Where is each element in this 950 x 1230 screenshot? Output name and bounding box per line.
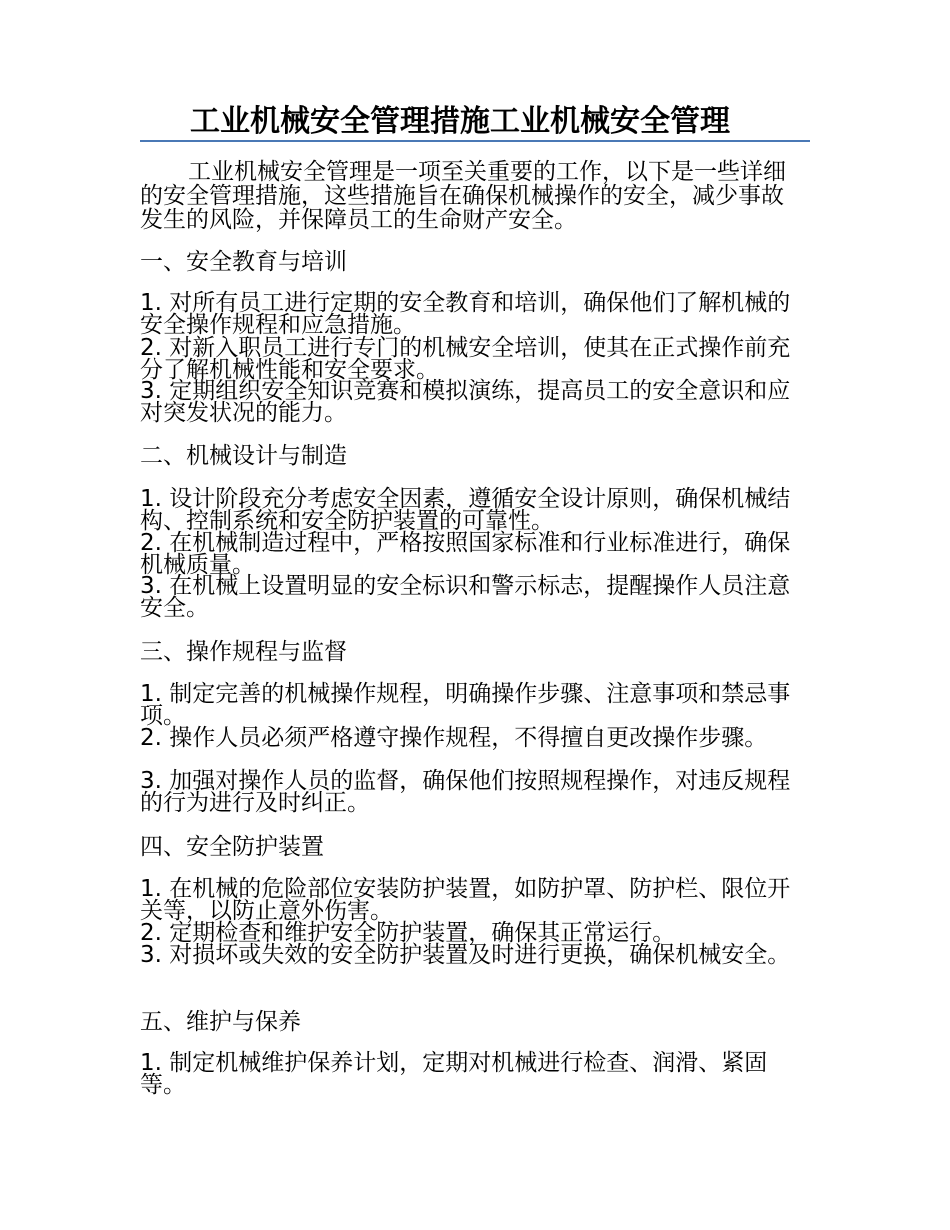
section-item: 3. 定期组织安全知识竞赛和模拟演练，提高员工的安全意识和应对突发状况的能力。 bbox=[140, 378, 791, 426]
section-heading: 二、机械设计与制造 bbox=[140, 443, 347, 469]
section-heading: 五、维护与保养 bbox=[140, 1009, 301, 1035]
section-item: 3. 在机械上设置明显的安全标识和警示标志，提醒操作人员注意安全。 bbox=[140, 573, 791, 621]
section-item: 1. 制定完善的机械操作规程，明确操作步骤、注意事项和禁忌事项。 bbox=[140, 681, 791, 729]
title-underline bbox=[140, 140, 810, 142]
title-block bbox=[140, 104, 810, 144]
section-item: 3. 对损坏或失效的安全防护装置及时进行更换，确保机械安全。 bbox=[140, 942, 791, 968]
section-heading: 一、安全教育与培训 bbox=[140, 249, 347, 275]
section-item: 1. 对所有员工进行定期的安全教育和培训，确保他们了解机械的安全操作规程和应急措施。 bbox=[140, 290, 791, 338]
section-item: 1. 制定机械维护保养计划，定期对机械进行检查、润滑、紧固等。 bbox=[140, 1050, 768, 1098]
page-title: 工业机械安全管理措施工业机械安全管理 bbox=[190, 104, 730, 139]
section-item: 3. 加强对操作人员的监督，确保他们按照规程操作，对违反规程的行为进行及时纠正。 bbox=[140, 768, 791, 816]
section-heading: 四、安全防护装置 bbox=[140, 834, 324, 860]
intro-paragraph: 工业机械安全管理是一项至关重要的工作，以下是一些详细的安全管理措施，这些措施旨在确保机械操作的安全，减少事故发生的风险，并保障员工的生命财产安全。 bbox=[140, 159, 786, 233]
section-item: 2. 定期检查和维护安全防护装置，确保其正常运行。 bbox=[140, 920, 676, 946]
section-item: 1. 设计阶段充分考虑安全因素，遵循安全设计原则，确保机械结构、控制系统和安全防护装置的可靠性。 bbox=[140, 486, 791, 534]
section-item: 2. 在机械制造过程中，严格按照国家标准和行业标准进行，确保机械质量。 bbox=[140, 530, 791, 578]
section-heading: 三、操作规程与监督 bbox=[140, 639, 347, 665]
section-item: 2. 操作人员必须严格遵守操作规程，不得擅自更改操作步骤。 bbox=[140, 725, 768, 751]
section-item: 1. 在机械的危险部位安装防护装置，如防护罩、防护栏、限位开关等，以防止意外伤害。 bbox=[140, 876, 791, 924]
section-item: 2. 对新入职员工进行专门的机械安全培训，使其在正式操作前充分了解机械性能和安全要求。 bbox=[140, 335, 791, 383]
